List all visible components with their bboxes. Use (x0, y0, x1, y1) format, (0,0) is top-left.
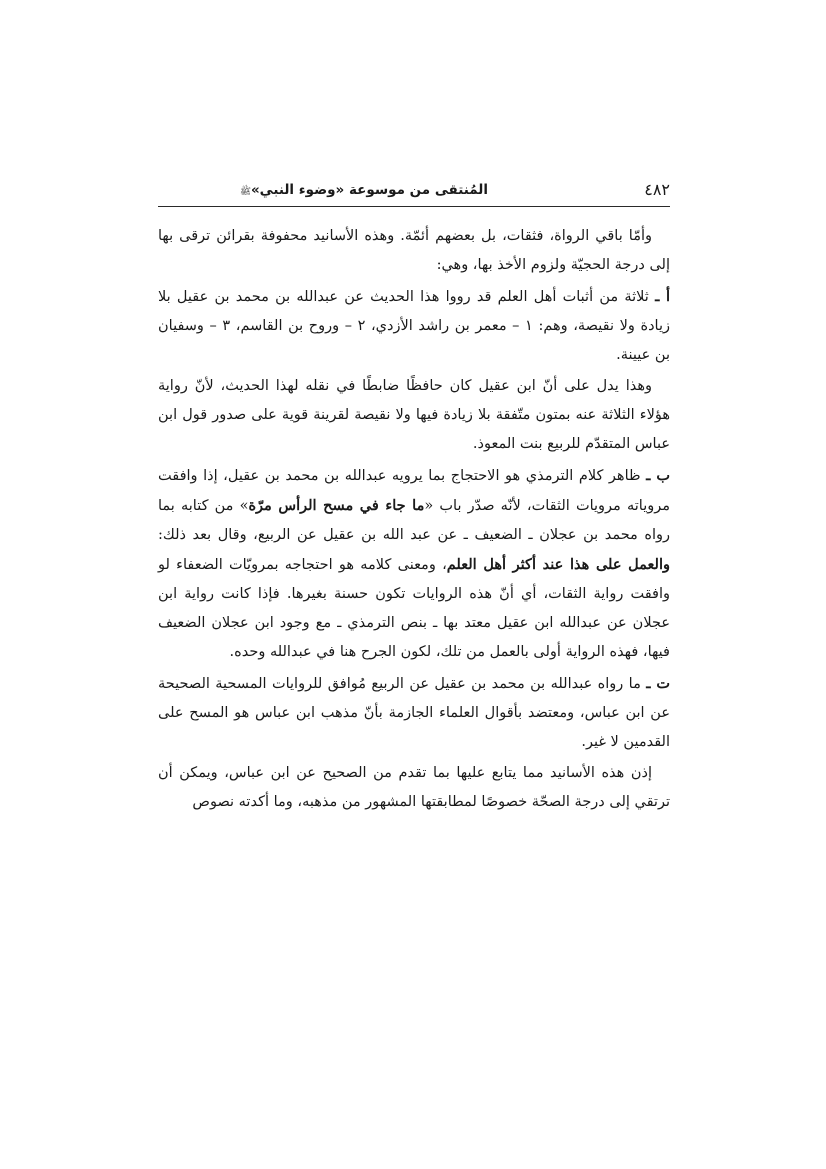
running-header (158, 180, 670, 206)
paragraph-1: وأمّا باقي الرواة، فثقات، بل بعضهم أئمّة. وهذه الأسانيد محفوفة بقرائن ترقى بها إلى درجة الحجيّة ولزوم الأخذ بها، وهي: (158, 228, 670, 273)
item-text-ba-1: ظاهر كلام الترمذي هو الاحتجاج بما يرويه عبدالله بن محمد بن عقيل، إذا وافقت مروياته مرويات الثقات، لأنّه صدّر باب « (158, 468, 670, 514)
bold-chapter-title: ما جاء في مسح الرأس مرّة (248, 497, 425, 514)
item-text-ta: ما رواه عبدالله بن محمد بن عقيل عن الربيع مُوافق للروايات المسحية الصحيحة عن ابن عباس، ومعتضد بأقوال العلماء الجازمة بأنّ مذهب ابن عباس هو المسح على القدمين لا غير. (158, 676, 670, 750)
running-title-text: المُنتقى من موسوعة «وضوء النبي» (250, 182, 488, 198)
running-title (240, 182, 488, 199)
paragraph-ta (158, 669, 670, 757)
item-marker-ba: ب ـ (646, 467, 671, 484)
item-text-ba-2: » من كتابه بما رواه محمد بن عجلان ـ الضعيف ـ عن عبد الله بن عقيل عن الربيع، وقال بعد ذلك: (158, 498, 670, 543)
item-marker-ta: ت ـ (646, 675, 670, 692)
item-marker-alif: أ ـ (655, 288, 670, 305)
paragraph-6: إذن هذه الأسانيد مما يتابع عليها بما تقدم من الصحيح عن ابن عباس، ويمكن أن ترتقي إلى درجة الصحّة خصوصًا لمطابقتها المشهور من مذهبه، وما أكدته نصوص (158, 765, 670, 810)
paragraph-alif (158, 282, 670, 370)
paragraph-3: وهذا يدل على أنّ ابن عقيل كان حافظًا ضابطًا في نقله لهذا الحديث، لأنّ رواية هؤلاء الثلاثة عنه بمتون متّفقة بلا زيادة فيها ولا نقيصة لقرينة قوية على صدور قول ابن عباس المتقدّم للربيع بنت المعوذ. (158, 378, 670, 452)
honorific-glyph: ﷺ (240, 187, 251, 197)
header-divider (158, 206, 670, 207)
bold-quote: والعمل على هذا عند أكثر أهل العلم (446, 556, 670, 573)
page-number: ٤٨٢ (644, 180, 670, 199)
body-text (158, 222, 670, 819)
paragraph-ba (158, 461, 670, 667)
item-text-ba-3: ، ومعنى كلامه هو احتجاجه بمرويّات الضعفاء لو وافقت رواية الثقات، أي أنّ هذه الروايات تكون حسنة بغيرها. فإذا كانت رواية ابن عجلان عن عبدالله ابن عقيل معتد بها ـ بنص الترمذي ـ مع وجود ابن عجلان الضعيف فيها، فهذه الرواية أولى بالعمل من تلك، لكون الجرح هنا في عبدالله وحده. (158, 557, 670, 660)
item-text-alif: ثلاثة من أثبات أهل العلم قد رووا هذا الحديث عن عبدالله بن محمد بن عقيل بلا زيادة ولا نقيصة، وهم: ١ – معمر بن راشد الأزدي، ٢ – وروح بن القاسم، ٣ – وسفيان بن عيينة. (158, 289, 670, 363)
